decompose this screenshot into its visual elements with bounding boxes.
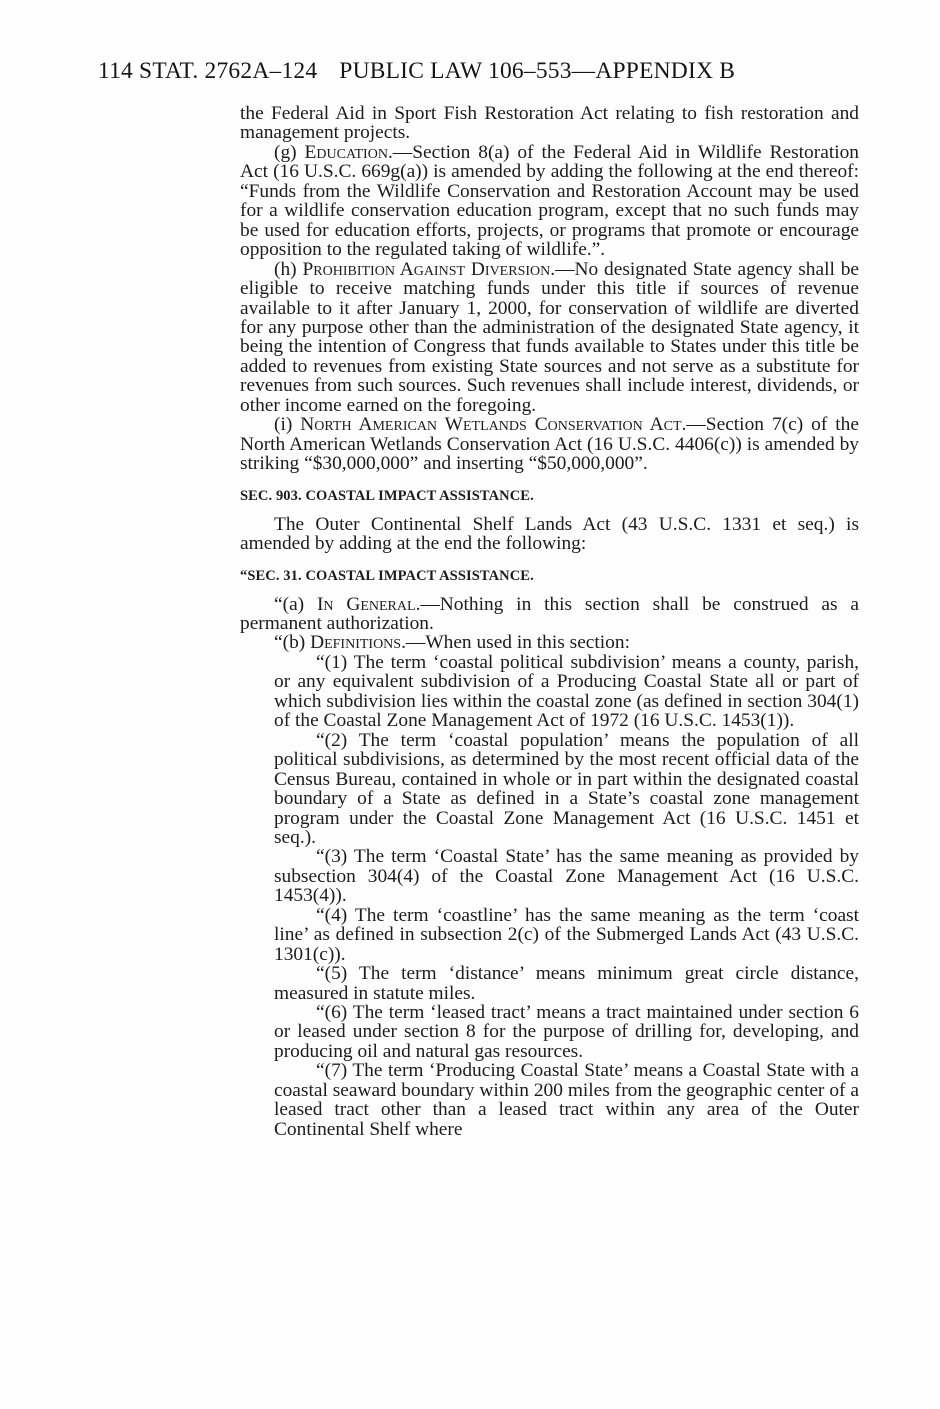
subsection-heading: Definitions (310, 632, 402, 654)
subsection-heading: In General (316, 593, 416, 615)
law-title: PUBLIC LAW 106–553—APPENDIX B (339, 58, 736, 84)
definition-7: “(7) The term ‘Producing Coastal State’ means a Coastal State with a coastal seaward boundary within 200 miles from the geographic center of a leased tract other than a leased tract within any area of the Outer Continental Shelf where (274, 1060, 859, 1140)
definition-5: “(5) The term ‘distance’ means minimum great circle distance, measured in statute miles. (274, 963, 859, 1004)
subsection-b: “(b) Definitions.—When used in this section: (274, 632, 630, 654)
definition-2: “(2) The term ‘coastal population’ means the population of all political subdivisions, as determined by the most recent official data of the Census Bureau, contained in whole or in part within the designated coastal boundary of a State as defined in a State’s coastal zone management program under the Coastal Zone Management Act (16 U.S.C. 1451 et seq.). (274, 729, 859, 848)
continued-paragraph: the Federal Aid in Sport Fish Restoration Act relating to fish restoration and management projects. (240, 103, 859, 144)
subsection-heading: Prohibition Against Diversion (302, 258, 551, 280)
stat-citation: 114 STAT. 2762A–124 (98, 58, 318, 84)
subsection-heading: Education (304, 141, 388, 163)
subsection-heading: North American Wetlands Conservation Act (300, 414, 682, 436)
section-903-heading: SEC. 903. COASTAL IMPACT ASSISTANCE. (240, 487, 534, 504)
section-31-heading: “SEC. 31. COASTAL IMPACT ASSISTANCE. (240, 567, 534, 584)
definition-1: “(1) The term ‘coastal political subdivision’ means a county, parish, or any equivalent subdivision of a Producing Coastal State all or part of which subdivision lies within the coastal zone (as defined in section 304(1) of the Coastal Zone Management Act of 1972 (16 U.S.C. 1453(1)). (274, 651, 859, 732)
definition-4: “(4) The term ‘coastline’ has the same meaning as the term ‘coast line’ as defined in subsection 2(c) of the Submerged Lands Act (43 U.S.C. 1301(c)). (274, 904, 859, 965)
subsection-i: (i) North American Wetlands Conservation Act.—Section 7(c) of the North American Wetlands Conservation Act (16 U.S.C. 4406(c)) is amended by striking “$30,000,000” and inserting “$50,000,000”. (240, 414, 859, 475)
subsection-a: “(a) In General.—Nothing in this section shall be construed as a permanent authorization. (240, 593, 859, 634)
running-header (98, 58, 735, 85)
definition-6: “(6) The term ‘leased tract’ means a tract maintained under section 6 or leased under section 8 for the purpose of drilling for, developing, and producing oil and natural gas resources. (274, 1002, 859, 1062)
definition-3: “(3) The term ‘Coastal State’ has the same meaning as provided by subsection 304(4) of the Coastal Zone Management Act (16 U.S.C. 1453(4)). (274, 846, 859, 907)
subsection-g: (g) Education.—Section 8(a) of the Federal Aid in Wildlife Restoration Act (16 U.S.C. 669g(a)) is amended by adding the following at the end thereof: “Funds from the Wildlife Conservation and Restoration Account may be used for a wildlife conservation education program, except that no such funds may be used for education efforts, projects, or programs that promote or encourage opposition to the regulated taking of wildlife.”. (240, 141, 859, 261)
subsection-h: (h) Prohibition Against Diversion.—No designated State agency shall be eligible to receive matching funds under this title if sources of revenue available to it after January 1, 2000, for conservation of wildlife are diverted for any purpose other than the administration of the designated State agency, it being the intention of Congress that funds available to States under this title be added to revenues from existing State sources and not serve as a substitute for revenues from such sources. Such revenues shall include interest, dividends, or other income earned on the foregoing. (240, 258, 860, 416)
document-body (240, 104, 859, 1139)
section-903-text: The Outer Continental Shelf Lands Act (43 U.S.C. 1331 et seq.) is amended by adding at the end the following: (240, 513, 859, 555)
